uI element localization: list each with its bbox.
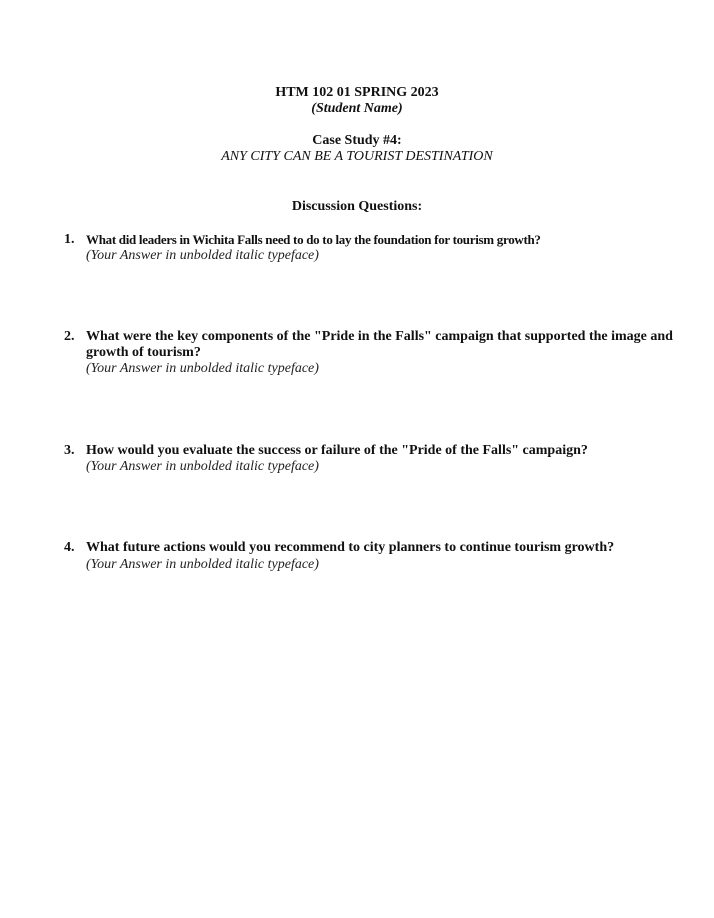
- answer-placeholder: (Your Answer in unbolded italic typeface): [86, 459, 319, 474]
- question-number: 1.: [64, 232, 75, 247]
- case-study-title: ANY CITY CAN BE A TOURIST DESTINATION: [221, 149, 493, 164]
- question-number: 3.: [64, 443, 75, 458]
- course-title: HTM 102 01 SPRING 2023: [275, 85, 439, 100]
- discussion-heading: Discussion Questions:: [291, 199, 423, 214]
- case-study-label: Case Study #4:: [312, 133, 402, 148]
- answer-placeholder: (Your Answer in unbolded italic typeface): [86, 557, 319, 572]
- answer-placeholder: (Your Answer in unbolded italic typeface): [86, 248, 319, 263]
- student-name-placeholder: (Student Name): [311, 101, 403, 116]
- question-text: How would you evaluate the success or failure of the "Pride of the Falls" campaign?: [86, 443, 588, 458]
- question-text: What did leaders in Wichita Falls need to do to lay the foundation for tourism growth?: [86, 232, 541, 247]
- question-text: What were the key components of the "Pride in the Falls" campaign that supported the image and growth of tourism?: [86, 329, 673, 360]
- question-number: 4.: [64, 540, 75, 555]
- question-text: What future actions would you recommend to city planners to continue tourism growth?: [86, 540, 615, 555]
- answer-placeholder: (Your Answer in unbolded italic typeface): [86, 361, 319, 376]
- question-number: 2.: [64, 329, 75, 344]
